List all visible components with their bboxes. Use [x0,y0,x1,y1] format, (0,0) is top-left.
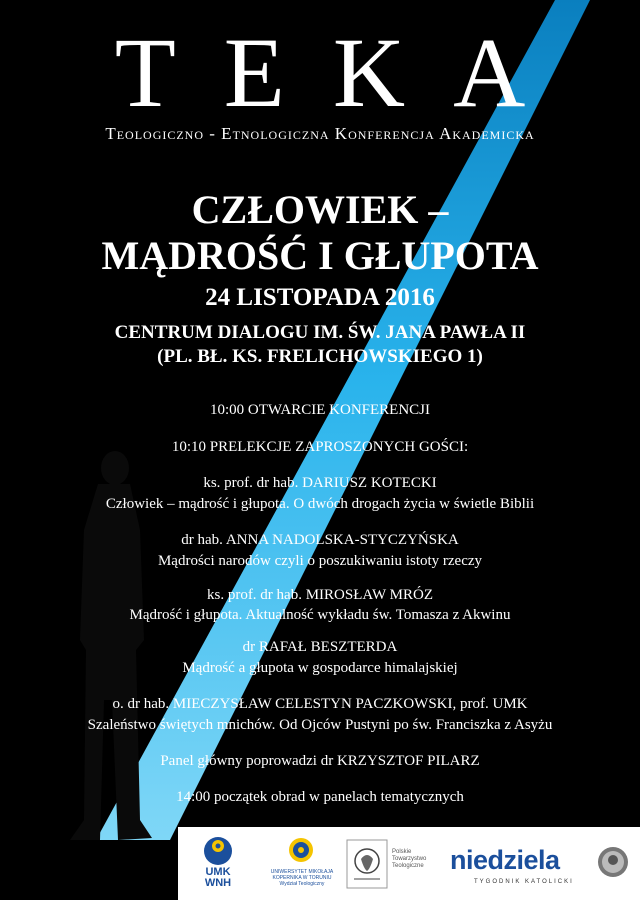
talk-topic: Szaleństwo świętych mnichów. Od Ojców Pustyni po św. Franciszka z Asyżu [87,717,553,733]
event-date: 24 LISTOPADA 2016 [205,284,435,311]
opening-time: 10:00 OTWARCIE KONFERENCJI [210,402,430,418]
sessions-note: 14:00 początek obrad w panelach tematycznych [176,789,464,805]
talk-speaker: o. dr hab. MIECZYSŁAW CELESTYN PACZKOWSKI, prof. UMK [112,696,528,712]
talk-speaker: ks. prof. dr hab. DARIUSZ KOTECKI [203,475,437,491]
umk-label-line-2: WNH [204,877,232,889]
venue-line-1: CENTRUM DIALOGU IM. ŚW. JANA PAWŁA II [114,322,526,343]
university-logo [286,835,316,867]
talk-speaker: ks. prof. dr hab. MIROSŁAW MRÓZ [206,587,433,603]
talk-topic: Mądrość i głupota. Aktualność wykładu św. Tomasza z Akwinu [129,607,511,623]
umk-wnh-label [200,867,236,889]
guests-header: 10:10 PRELEKCJE ZAPROSZONYCH GOŚCI: [171,439,469,455]
ptt-logo [346,839,388,889]
niedziela-subtitle: TYGODNIK KATOLICKI [474,879,574,885]
niedziela-emblem [596,845,630,879]
talk-topic: Mądrość a głupota w gospodarce himalajskiej [182,660,458,676]
talk-topic: Mądrości narodów czyli o poszukiwaniu istoty rzeczy [157,553,483,569]
niedziela-logo-text: niedziela [450,845,560,875]
talk-speaker: dr RAFAŁ BESZTERDA [242,639,398,655]
talk-speaker: dr hab. ANNA NADOLSKA-STYCZYŃSKA [181,532,459,548]
umk-wnh-logo [200,835,236,867]
umk-label-line-1: UMK [205,866,231,878]
university-department: Wydział Teologiczny [279,881,325,887]
brand-title: TEKA [114,17,574,128]
event-title-line-1: CZŁOWIEK – [191,187,449,232]
talk-topic: Człowiek – mądrość i głupota. O dwóch drogach życia w świetle Biblii [105,496,535,512]
venue-line-2: (PL. BŁ. KS. FRELICHOWSKIEGO 1) [157,346,483,367]
university-name: UNIWERSYTET MIKOŁAJA KOPERNIKA W TORUNIU [270,869,334,881]
event-title-line-2: MĄDROŚĆ I GŁUPOTA [101,233,539,278]
ptt-label: Polskie Towarzystwo Teologiczne [392,849,427,869]
panel-note: Panel główny poprowadzi dr KRZYSZTOF PILARZ [160,753,480,769]
university-label [262,869,342,887]
sponsor-logos-bar [178,827,640,900]
conference-subtitle: Teologiczno - Etnologiczna Konferencja Akademicka [105,124,535,143]
